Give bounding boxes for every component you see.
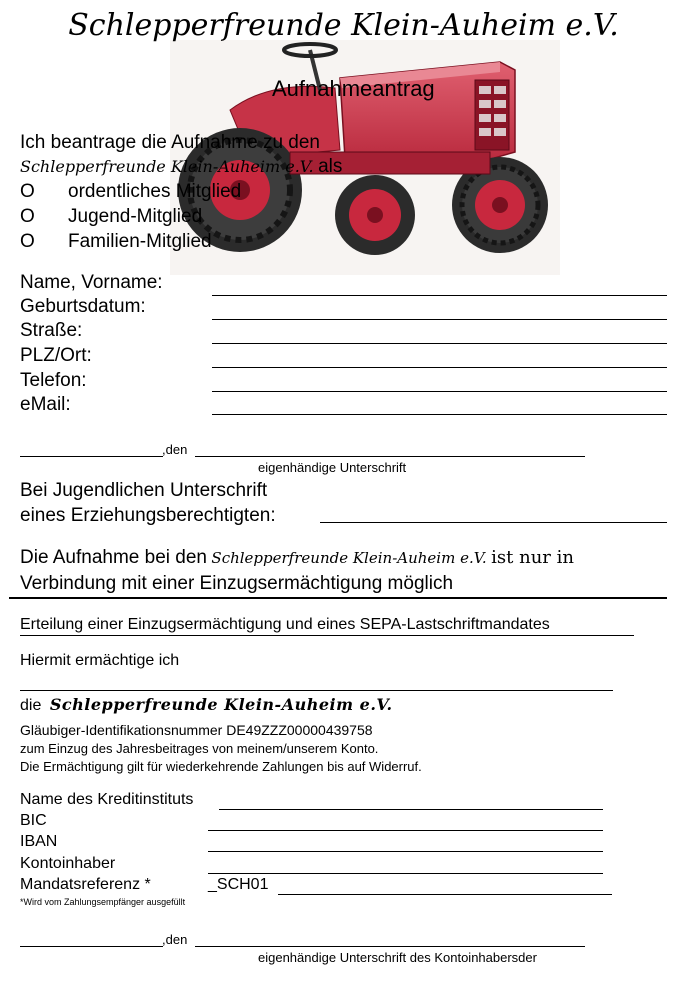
option-familien: Familien-Mitglied xyxy=(68,231,212,252)
sepa-holder-line[interactable] xyxy=(208,873,603,874)
signature1-line[interactable] xyxy=(195,456,585,457)
sepa-mandate-prefix: _SCH01 xyxy=(208,876,269,893)
intro-club-name: Schlepperfreunde Klein-Auheim e.V. xyxy=(20,157,314,176)
sepa-iban-label: IBAN xyxy=(20,833,58,850)
signature1-caption: eigenhändige Unterschrift xyxy=(258,460,407,475)
sepa-bank-label: Name des Kreditinstituts xyxy=(20,791,194,808)
sepa-holder-label: Kontoinhaber xyxy=(20,855,116,872)
intro-line: Ich beantrage die Aufnahme zu den xyxy=(20,132,321,153)
sepa-authorize-line[interactable] xyxy=(20,690,613,691)
sepa-iban-line[interactable] xyxy=(208,851,603,852)
sepa-heading-underline xyxy=(20,635,634,636)
notice-club-name: Schlepperfreunde Klein-Auheim e.V. xyxy=(211,549,487,567)
option-marker-3[interactable]: O xyxy=(20,231,35,252)
form-title: Aufnahmeantrag xyxy=(272,76,435,101)
option-marker-1[interactable]: O xyxy=(20,181,35,202)
sepa-bank-line[interactable] xyxy=(219,809,603,810)
sepa-bic-label: BIC xyxy=(20,812,47,829)
field-street-label: Straße: xyxy=(20,320,83,341)
signature2-den: ,den xyxy=(162,932,188,947)
field-email-label: eMail: xyxy=(20,394,71,415)
signature2-place-line[interactable] xyxy=(20,946,163,947)
sepa-purpose2: Die Ermächtigung gilt für wiederkehrende Zahlungen bis auf Widerruf. xyxy=(20,759,422,774)
als-word: als xyxy=(318,156,343,177)
sepa-heading: Erteilung einer Einzugsermächtigung und eines SEPA-Lastschriftmandates xyxy=(20,616,550,633)
field-zip-line[interactable] xyxy=(212,367,667,368)
section-divider xyxy=(9,597,667,599)
sepa-footnote: *Wird vom Zahlungsempfänger ausgefüllt xyxy=(20,897,186,907)
intro-club-line xyxy=(20,156,342,178)
sepa-creditor-id: Gläubiger-Identifikationsnummer DE49ZZZ00000439758 xyxy=(20,722,373,738)
field-birthdate-label: Geburtsdatum: xyxy=(20,296,146,317)
field-zip-label: PLZ/Ort: xyxy=(20,345,92,366)
sepa-die: die xyxy=(20,697,42,714)
notice-line1 xyxy=(20,547,574,569)
notice-line2: Verbindung mit einer Einzugsermächtigung möglich xyxy=(20,573,454,594)
signature2-line[interactable] xyxy=(195,946,585,947)
sepa-die-line xyxy=(20,695,393,715)
field-name-label: Name, Vorname: xyxy=(20,272,163,293)
field-street-line[interactable] xyxy=(212,343,667,344)
field-name-line[interactable] xyxy=(212,295,667,296)
signature2-caption: eigenhändige Unterschrift des Kontoinhabersder xyxy=(258,950,537,965)
field-email-line[interactable] xyxy=(212,414,667,415)
sepa-bic-line[interactable] xyxy=(208,830,603,831)
guardian-line2: eines Erziehungsberechtigten: xyxy=(20,505,276,526)
sepa-mandate-line[interactable] xyxy=(278,894,612,895)
guardian-line1: Bei Jugendlichen Unterschrift xyxy=(20,480,268,501)
guardian-signature-line[interactable] xyxy=(320,522,667,523)
sepa-authorize: Hiermit ermächtige ich xyxy=(20,652,180,669)
sepa-purpose1: zum Einzug des Jahresbeitrages von meinem/unserem Konto. xyxy=(20,741,379,756)
notice-suffix: ist nur in xyxy=(491,547,574,568)
sepa-club-name: Schlepperfreunde Klein-Auheim e.V. xyxy=(49,695,393,714)
option-jugend: Jugend-Mitglied xyxy=(68,206,203,227)
sepa-mandate-label: Mandatsreferenz * xyxy=(20,876,151,893)
club-title: Schlepperfreunde Klein-Auheim e.V. xyxy=(68,8,619,43)
field-birthdate-line[interactable] xyxy=(212,319,667,320)
field-phone-label: Telefon: xyxy=(20,370,87,391)
notice-prefix: Die Aufnahme bei den xyxy=(20,547,207,568)
option-ordentlich: ordentliches Mitglied xyxy=(68,181,242,202)
signature1-place-line[interactable] xyxy=(20,456,163,457)
field-phone-line[interactable] xyxy=(212,391,667,392)
option-marker-2[interactable]: O xyxy=(20,206,35,227)
signature1-den: ,den xyxy=(162,442,188,457)
